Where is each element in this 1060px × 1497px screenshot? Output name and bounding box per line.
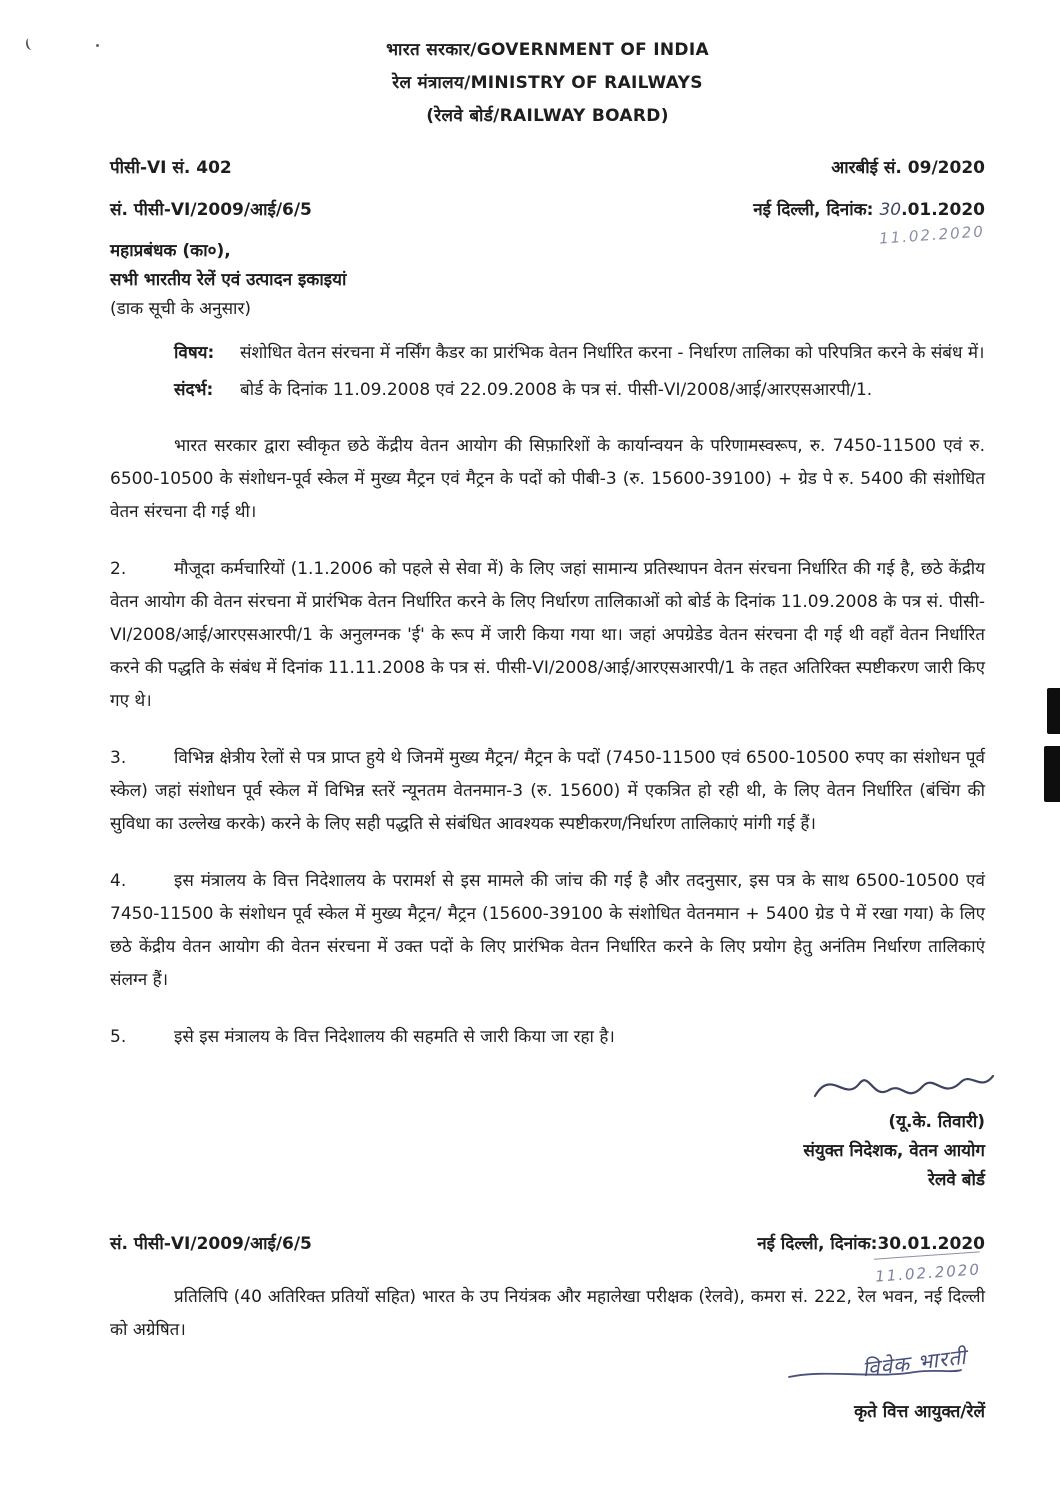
handwritten-countersignature: [110, 1344, 969, 1395]
letterhead-govt-line: भारत सरकार/GOVERNMENT OF INDIA: [386, 40, 709, 60]
copy-text: प्रतिलिपि (40 अतिरिक्त प्रतियों सहित) भारत के उप नियंत्रक और महालेखा परीक्षक (रेलवे), कमरा सं. 222, रेल भवन, नई दिल्ली को अग्रेषित।: [110, 1287, 985, 1340]
handwritten-day: 30: [879, 200, 902, 220]
rbe-serial-number: आरबीई सं. 09/2020: [831, 158, 985, 178]
subject-text: संशोधित वेतन संरचना में नर्सिंग कैडर का प्रारंभिक वेतन निर्धारित करना - निर्धारण तालिका को परिपत्रित करने के संबंध में।: [240, 343, 985, 363]
footer-meta-row: [110, 1229, 985, 1286]
footer-letter-number: सं. पीसी-VI/2009/आई/6/5: [110, 1234, 312, 1254]
signature-block: [110, 1060, 985, 1195]
signatory-name: (यू.के. तिवारी): [888, 1112, 985, 1132]
footer-handwritten-date: 11.02.2020: [874, 1251, 982, 1291]
footer-date-block: [757, 1229, 985, 1286]
footer-place-date: नई दिल्ली, दिनांक:30.01.2020: [757, 1234, 985, 1254]
subject-reference-block: [174, 338, 985, 406]
scan-artifact-bar: [1047, 688, 1060, 734]
letter-number: सं. पीसी-VI/2009/आई/6/5: [110, 200, 312, 220]
signature-scribble-icon: [809, 1060, 999, 1108]
handwritten-name: विवेक भारती: [861, 1344, 969, 1382]
paragraph-number: 4.: [110, 871, 127, 891]
signatory-designation: संयुक्त निदेशक, वेतन आयोग: [803, 1141, 985, 1161]
meta-row-letter-date: [110, 195, 986, 248]
reference-label: संदर्भ:: [174, 380, 214, 400]
handwritten-date-note: 11.02.2020: [878, 222, 986, 248]
paragraph-text: विभिन्न क्षेत्रीय रेलों से पत्र प्राप्त हुये थे जिनमें मुख्य मैट्रन/ मैट्रन के पदों (7450-11500 एवं 6500-10500 रुपए का संशोधन पूर्व स्केल) जहां संशोधन पूर्व स्केल में विभिन्न स्तरें न्यूनतम वेतनमान-3 (रु. 15600) में एकत्रित हो रही थी, के लिए वेतन निर्धारित (बंचिंग की सुविधा का उल्लेख करके) करने के लिए सही पद्धति से संबंधित आवश्यक स्पष्टीकरण/निर्धारण तालिकाएं मांगी गई हैं।: [110, 748, 985, 834]
paragraph-1: [110, 430, 985, 529]
pc-serial-number: पीसी-VI सं. 402: [110, 158, 232, 178]
letterhead: [110, 34, 985, 133]
copy-forwarding-paragraph: [110, 1281, 985, 1347]
signatory-organisation: रेलवे बोर्ड: [927, 1170, 985, 1190]
paragraph-3: [110, 742, 985, 841]
for-authority-line: कृते वित्त आयुक्त/रेलें: [854, 1402, 985, 1422]
addressee-line-2: सभी भारतीय रेलें एवं उत्पादन इकाइयां: [110, 270, 347, 290]
date-rest: .01.2020: [901, 200, 985, 220]
paragraph-4: [110, 865, 985, 997]
letterhead-board-line: (रेलवे बोर्ड/RAILWAY BOARD): [426, 106, 669, 126]
addressee-block: [110, 237, 985, 324]
paragraph-number: 3.: [110, 748, 127, 768]
date-block: [753, 195, 986, 248]
date-label: नई दिल्ली, दिनांक:: [753, 200, 874, 220]
scan-noise-mark: [25, 37, 37, 51]
scan-noise-dot: [96, 44, 99, 47]
paragraph-2: [110, 553, 985, 718]
paragraph-text: भारत सरकार द्वारा स्वीकृत छठे केंद्रीय वेतन आयोग की सिफ़ारिशों के कार्यान्वयन के परिणामस्वरूप, रु. 7450-11500 एवं रु. 6500-10500 के संशोधन-पूर्व स्केल में मुख्य मैट्रन एवं मैट्रन के पदों को पीबी-3 (रु. 15600-39100) + ग्रेड पे रु. 5400 की संशोधित वेतन संरचना दी गई थी।: [110, 436, 985, 522]
addressee-line-1: महाप्रबंधक (का०),: [110, 241, 231, 261]
paragraph-number: 5.: [110, 1027, 127, 1047]
subject-label: विषय:: [174, 343, 215, 363]
letterhead-ministry-line: रेल मंत्रालय/MINISTRY OF RAILWAYS: [392, 73, 703, 93]
paragraph-text: इस मंत्रालय के वित्त निदेशालय के परामर्श से इस मामले की जांच की गई है और तदनुसार, इस पत्र के साथ 6500-10500 एवं 7450-11500 के संशोधन पूर्व स्केल में मुख्य मैट्रन/ मैट्रन (15600-39100 के संशोधित वेतनमान + 5400 ग्रेड पे में रखा गया) के लिए छठे केंद्रीय वेतन आयोग की वेतन संरचना में उक्त पदों के लिए प्रारंभिक वेतन निर्धारित करने के लिए प्रयोग हेतु अनंतिम निर्धारण तालिकाएं संलग्न हैं।: [110, 871, 985, 990]
paragraph-text: इसे इस मंत्रालय के वित्त निदेशालय की सहमति से जारी किया जा रहा है।: [174, 1027, 615, 1047]
meta-row-serials: [110, 153, 985, 183]
paragraph-5: [110, 1021, 985, 1054]
reference-text: बोर्ड के दिनांक 11.09.2008 एवं 22.09.2008 के पत्र सं. पीसी-VI/2008/आई/आरएसआरपी/1.: [240, 380, 873, 400]
addressee-line-3: (डाक सूची के अनुसार): [110, 299, 252, 319]
paragraph-text: मौजूदा कर्मचारियों (1.1.2006 को पहले से सेवा में) के लिए जहां सामान्य प्रतिस्थापन वेतन संरचना निर्धारित की गई है, छठे केंद्रीय वेतन आयोग की वेतन संरचना में प्रारंभिक वेतन निर्धारित करने के लिए निर्धारण तालिकाओं को बोर्ड के दिनांक 11.09.2008 के पत्र सं. पीसी-VI/2008/आई/आरएसआरपी/1 के अनुलग्नक 'ई' के रूप में जारी किया गया था। जहां अपग्रेडेड वेतन संरचना दी गई थी वहाँ वेतन निर्धारित करने की पद्धति के संबंध में दिनांक 11.11.2008 के पत्र सं. पीसी-VI/2008/आई/आरएसआरपी/1 के तहत अतिरिक्त स्पष्टीकरण जारी किए गए थे।: [110, 559, 985, 711]
paragraph-number: 2.: [110, 559, 127, 579]
scan-artifact-bar: [1044, 746, 1060, 802]
